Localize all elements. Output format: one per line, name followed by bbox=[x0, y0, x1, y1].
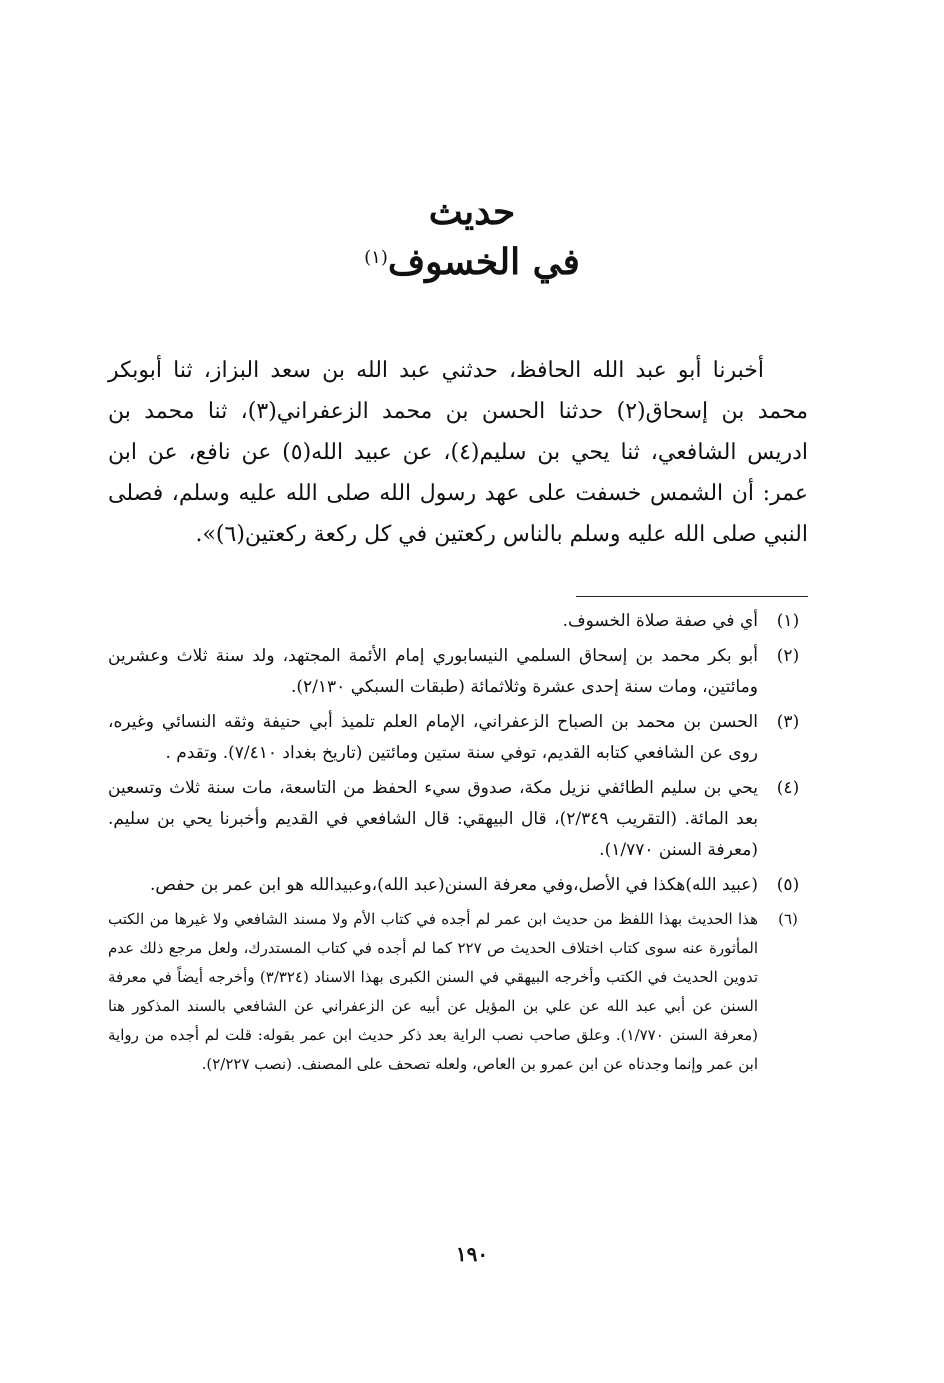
footnote-number: (١) bbox=[776, 611, 800, 631]
footnote-item bbox=[108, 870, 808, 901]
footnote-item bbox=[108, 905, 808, 1079]
footnote-text: هذا الحديث بهذا اللفظ من حديث ابن عمر لم أجده في كتاب الأم ولا مسند الشافعي ولا غيرها من الكتب المأثورة عنه سوى كتاب اختلاف الحديث ص ٢٢٧ كما لم أجده في كتاب المستدرك، ولعل مرجع ذلك عدم تدوين الحديث في الكتب وأخرجه البيهقي في السنن الكبرى بهذا الاسناد (٣/٣٢٤) وأخرجه أيضاً في معرفة السنن عن أبي عبد الله عن علي بن المؤيل عن أبيه عن الزعفراني عن الشافعي بالسند المذكور هنا (معرفة السنن ١/٧٧٠). وعلق صاحب نصب الراية بعد ذكر حديث ابن عمر بقوله: قلت لم أجده من رواية ابن عمر وإنما وجدناه عن ابن عمرو بن العاص، ولعله تصحف على المصنف. (نصب ٢/٢٢٧). bbox=[108, 910, 758, 1073]
page-number: ١٩٠ bbox=[455, 1242, 489, 1266]
footnote-number: (٥) bbox=[776, 875, 800, 895]
footnote-item bbox=[108, 606, 808, 637]
footnote-item bbox=[108, 641, 808, 703]
footnote-number: (٦) bbox=[778, 910, 798, 928]
footnote-number: (٢) bbox=[776, 646, 800, 666]
footnote-text: يحي بن سليم الطائفي نزيل مكة، صدوق سيء الحفظ من التاسعة، مات سنة ثلاث وتسعين بعد المائة. (التقريب ٢/٣٤٩)، قال البيهقي: قال الشافعي في القديم وأخبرنا يحي بن سليم. (معرفة السنن ١/٧٧٠). bbox=[108, 778, 759, 860]
page-title: حديث bbox=[428, 191, 516, 233]
subtitle-footnote-ref: (١) bbox=[364, 247, 388, 268]
footnotes-list bbox=[108, 606, 808, 1083]
footnote-number: (٣) bbox=[776, 712, 800, 732]
footnote-item bbox=[108, 707, 808, 769]
footnote-text: أبو بكر محمد بن إسحاق السلمي النيسابوري إمام الأئمة المجتهد، ولد سنة ثلاث وعشرين ومائتين، ومات سنة إحدى عشرة وثلاثمائة (طبقات السبكي ٢/١٣٠). bbox=[108, 646, 758, 697]
hadith-paragraph: أخبرنا أبو عبد الله الحافظ، حدثني عبد الله بن سعد البزاز، ثنا أبوبكر محمد بن إسحاق(٢) حدثنا الحسن بن محمد الزعفراني(٣)، ثنا محمد بن ادريس الشافعي، ثنا يحي بن سليم(٤)، عن عبيد الله(٥) عن نافع، عن ابن عمر: أن الشمس خسفت على عهد رسول الله صلى الله عليه وسلم، فصلى النبي صلى الله عليه وسلم بالناس ركعتين في كل ركعة ركعتين(٦)». bbox=[108, 358, 808, 547]
footnote-item bbox=[108, 773, 808, 866]
footnote-text: الحسن بن محمد بن الصباح الزعفراني، الإمام العلم تلميذ أبي حنيفة وثقه النسائي وغيره، روى عن الشافعي كتابه القديم، توفي سنة ستين ومائتين (تاريخ بغداد ٧/٤١٠). وتقدم . bbox=[108, 712, 758, 763]
footnote-number: (٤) bbox=[776, 778, 800, 798]
footnote-divider bbox=[576, 596, 808, 597]
page-subtitle: في الخسوف$^{(١)}$ bbox=[364, 241, 580, 283]
footnote-text: أي في صفة صلاة الخسوف. bbox=[562, 611, 758, 631]
main-text bbox=[108, 350, 808, 555]
footnote-text: (عبيد الله)هكذا في الأصل،وفي معرفة السنن(عبد الله)،وعبيدالله هو ابن عمر بن حفص. bbox=[149, 875, 758, 895]
